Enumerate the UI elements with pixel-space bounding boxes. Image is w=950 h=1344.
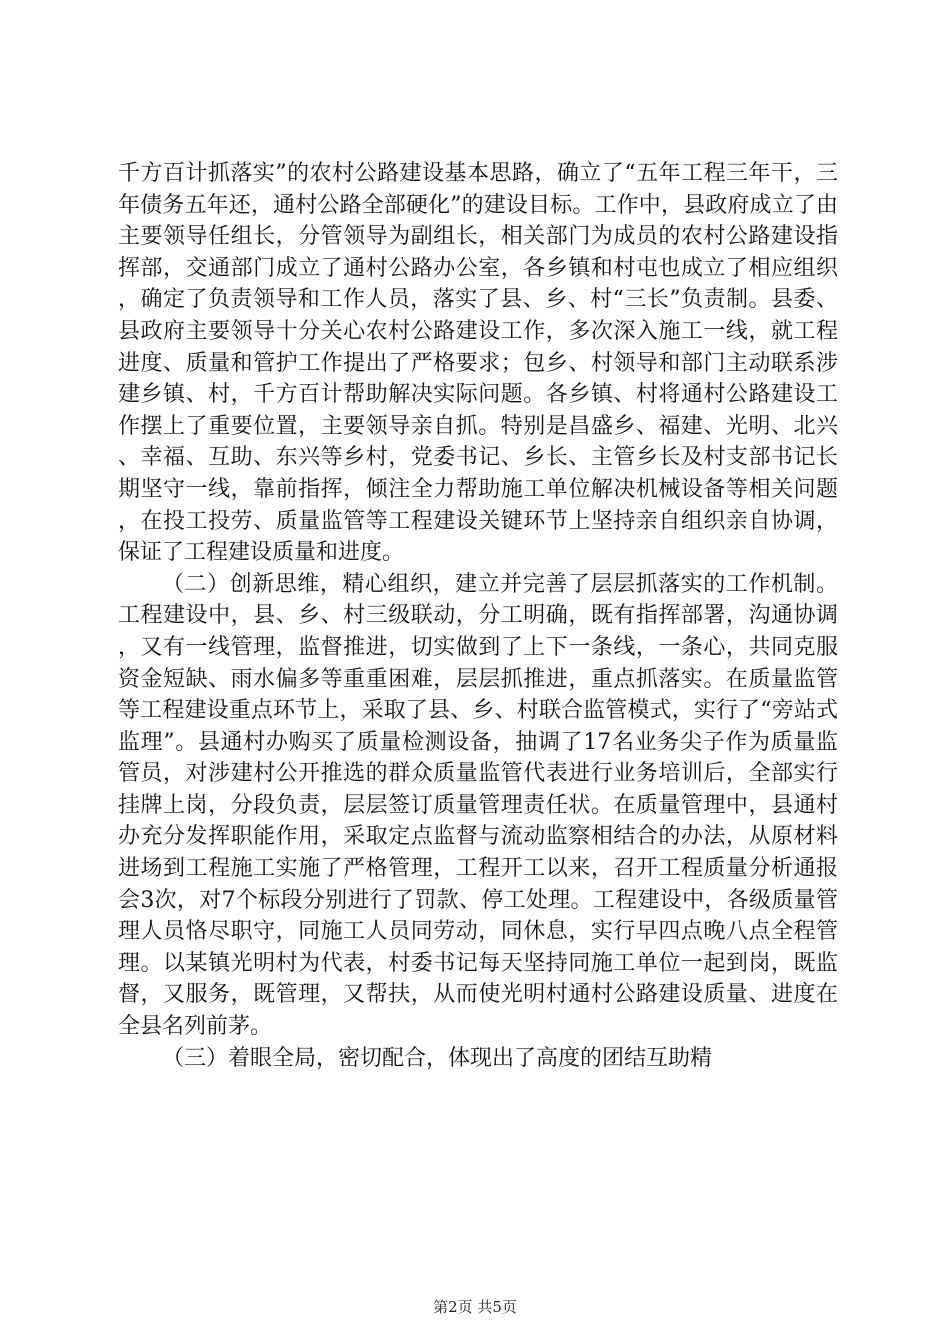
page-footer: 第2页 共5页 (433, 1298, 517, 1316)
paragraph-2: （二）创新思维，精心组织，建立并完善了层层抓落实的工作机制。工程建设中，县、乡、村三级联动，分工明确，既有指挥部署，沟通协调，又有一线管理，监督推进，切实做到了上下一条线，一条心，共同克服资金短缺、雨水偏多等重重困难，层层抓推进，重点抓落实。在质量监管等工程建设重点环节上，采取了县、乡、村联合监管模式，实行了“旁站式监理”。县通村办购买了质量检测设备，抽调了17名业务尖子作为质量监管员，对涉建村公开推选的群众质量监管代表进行业务培训后，全部实行挂牌上岗，分段负责，层层签订质量管理责任状。在质量管理中，县通村办充分发挥职能作用，采取定点监督与流动监察相结合的办法，从原材料进场到工程施工实施了严格管理，工程开工以来，召开工程质量分析通报会3次，对7个标段分别进行了罚款、停工处理。工程建设中，各级质量管理人员恪尽职守，同施工人员同劳动，同休息，实行早四点晚八点全程管理。以某镇光明村为代表，村委书记每天坚持同施工单位一起到岗，既监督，又服务，既管理，又帮扶，从而使光明村通村公路建设质量、进度在全县名列前茅。 (118, 571, 838, 1040)
document-body (118, 158, 838, 1074)
paragraph-1: 千方百计抓落实”的农村公路建设基本思路，确立了“五年工程三年干，三年债务五年还，通村公路全部硬化”的建设目标。工作中，县政府成立了由主要领导任组长，分管领导为副组长，相关部门为成员的农村公路建设指挥部，交通部门成立了通村公路办公室，各乡镇和村屯也成立了相应组织，确定了负责领导和工作人员，落实了县、乡、村“三长”负责制。县委、县政府主要领导十分关心农村公路建设工作，多次深入施工一线，就工程进度、质量和管护工作提出了严格要求；包乡、村领导和部门主动联系涉建乡镇、村，千方百计帮助解决实际问题。各乡镇、村将通村公路建设工作摆上了重要位置，主要领导亲自抓。特别是昌盛乡、福建、光明、北兴、幸福、互助、东兴等乡村，党委书记、乡长、主管乡长及村支部书记长期坚守一线，靠前指挥，倾注全力帮助施工单位解决机械设备等相关问题，在投工投劳、质量监管等工程建设关键环节上坚持亲自组织亲自协调，保证了工程建设质量和进度。 (118, 161, 838, 566)
paragraph-3: （三）着眼全局，密切配合，体现出了高度的团结互助精 (162, 1045, 713, 1071)
